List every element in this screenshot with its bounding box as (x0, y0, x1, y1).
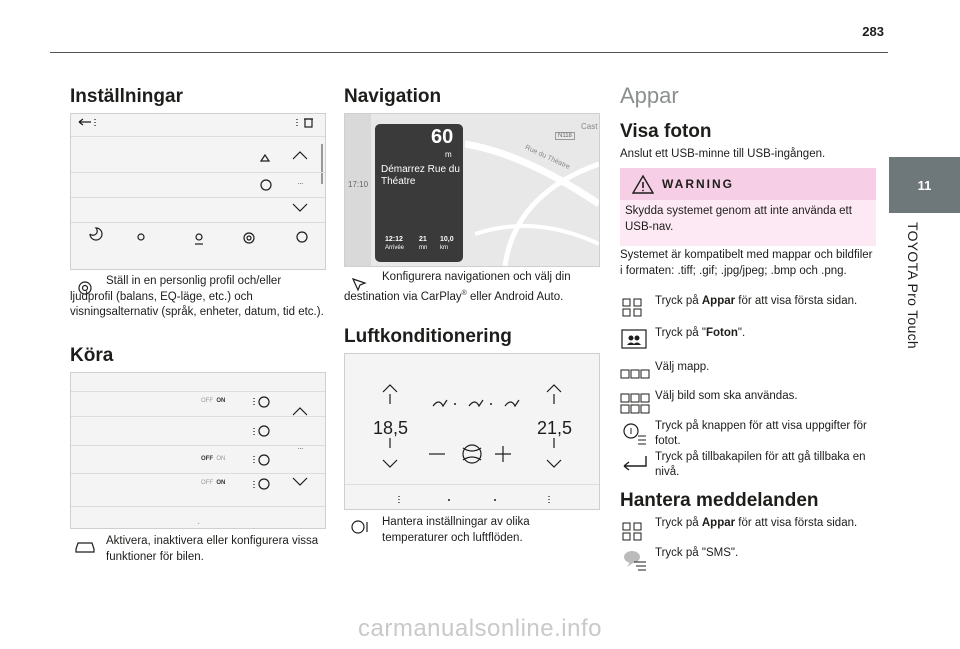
drive-description: Aktivera, inaktivera eller konfigurera vissa funktioner för bilen. (106, 535, 319, 563)
back-arrow-icon (620, 452, 650, 476)
settings-screen (70, 113, 326, 270)
image-info-icon (620, 422, 650, 446)
toggle-1-off[interactable]: OFF (201, 398, 213, 404)
map-road-label: N118 (555, 132, 575, 140)
svg-text:.: . (198, 520, 200, 526)
temp-right-up-icon (547, 385, 561, 392)
settings-heading: Inställningar (70, 86, 183, 107)
ac-controls (345, 354, 599, 509)
settings-description: Ställ in en personlig profil och/eller ljudprofil (balans, EQ-läge, etc.) och visningsalternativ (språk, enheter, datum, tid etc.). (70, 275, 324, 318)
watermark: carmanualsonline.info (358, 615, 602, 642)
ac-heading: Luftkonditionering (344, 326, 512, 347)
drive-screen-icons (71, 373, 325, 528)
nav-street: Démarrez Rue du Théatre (381, 164, 460, 187)
formats-text: Systemet är kompatibelt med mappar och bildfiler i formaten: .tiff; .gif; .jpg/jpeg; .bmp och .png. (620, 249, 873, 277)
drive-screen (70, 372, 326, 529)
toggle-3-on[interactable]: ON (216, 456, 226, 462)
toggle-4-on[interactable]: ON (216, 480, 226, 486)
toggle-4-off[interactable]: OFF (201, 480, 213, 486)
nav-unit: m (445, 150, 452, 159)
car-icon (74, 538, 96, 554)
step-sms: Tryck på "SMS". (655, 547, 739, 559)
step-back: Tryck på tillbakapilen för att gå tillbaka en nivå. (655, 451, 866, 478)
nav-clock: 17:10 (348, 180, 369, 189)
page-number: 283 (862, 24, 884, 39)
folder-list-icon (620, 364, 650, 388)
nav-mins-label: mn (419, 245, 428, 251)
svg-text:...: ... (298, 445, 304, 451)
warning-header (620, 168, 876, 200)
warning-text: Skydda systemet genom att inte använda ett USB-nav. (620, 200, 876, 246)
toggle-3-off[interactable]: OFF (201, 456, 213, 462)
step-select-folder: Välj mapp. (655, 361, 710, 373)
drive-heading: Köra (70, 345, 114, 366)
temp-right[interactable]: 21,5 (537, 418, 573, 438)
image-grid-icon (620, 392, 650, 416)
messages-heading: Hantera meddelanden (620, 490, 819, 511)
apps-grid-icon (620, 296, 650, 320)
chapter-tab[interactable]: 11 (889, 157, 960, 213)
nav-panel (375, 124, 463, 262)
fan-plus-icon (495, 446, 511, 462)
map-place-label: Cast (581, 122, 598, 131)
chapter-label: TOYOTA Pro Touch (905, 222, 921, 349)
photos-intro: Anslut ett USB-minne till USB-ingången. (620, 148, 826, 160)
photos-icon (620, 328, 650, 352)
navigation-screen (344, 113, 600, 267)
apps-heading: Appar (620, 83, 679, 108)
nav-distance: 60 (431, 126, 454, 148)
sms-icon (620, 548, 650, 572)
nav-arrival-label: Arrivée (385, 245, 405, 251)
nav-km-label: km (440, 245, 448, 251)
step-msg-open-apps: Tryck på Appar för att visa första sidan. (655, 517, 858, 529)
ac-fan-icon (348, 518, 372, 536)
step-open-apps: Tryck på Appar för att visa första sidan. (655, 295, 858, 307)
toggle-1-on[interactable]: ON (216, 398, 226, 404)
apps-grid-icon (620, 520, 650, 544)
settings-screen-icons (71, 114, 325, 269)
temp-left-down-icon (383, 460, 397, 467)
step-select-image: Välj bild som ska användas. (655, 390, 798, 402)
nav-mins: 21 (419, 236, 427, 243)
step-image-info: Tryck på knappen för att visa uppgifter för fotot. (655, 420, 867, 447)
navigation-description: Konfigurera navigationen och välj din destination via CarPlay® eller Android Auto. (344, 271, 571, 303)
svg-text:...: ... (298, 180, 304, 186)
warning-icon (632, 174, 654, 194)
map-roads (465, 114, 599, 266)
nav-km: 10,0 (440, 236, 454, 243)
temp-right-down-icon (547, 460, 561, 467)
nav-arrival-time: 12:12 (385, 236, 403, 243)
photos-heading: Visa foton (620, 121, 712, 142)
step-photos: Tryck på "Foton". (655, 327, 746, 339)
header-rule (50, 52, 888, 53)
ac-screen (344, 353, 600, 510)
temp-left[interactable]: 18,5 (373, 418, 409, 438)
map-street-label: Rue du Théatre (523, 144, 571, 171)
warning-title: WARNING (662, 177, 734, 191)
navigation-heading: Navigation (344, 86, 442, 107)
ac-description: Hantera inställningar av olika temperaturer och luftflöden. (382, 516, 530, 544)
temp-left-up-icon (383, 385, 397, 392)
